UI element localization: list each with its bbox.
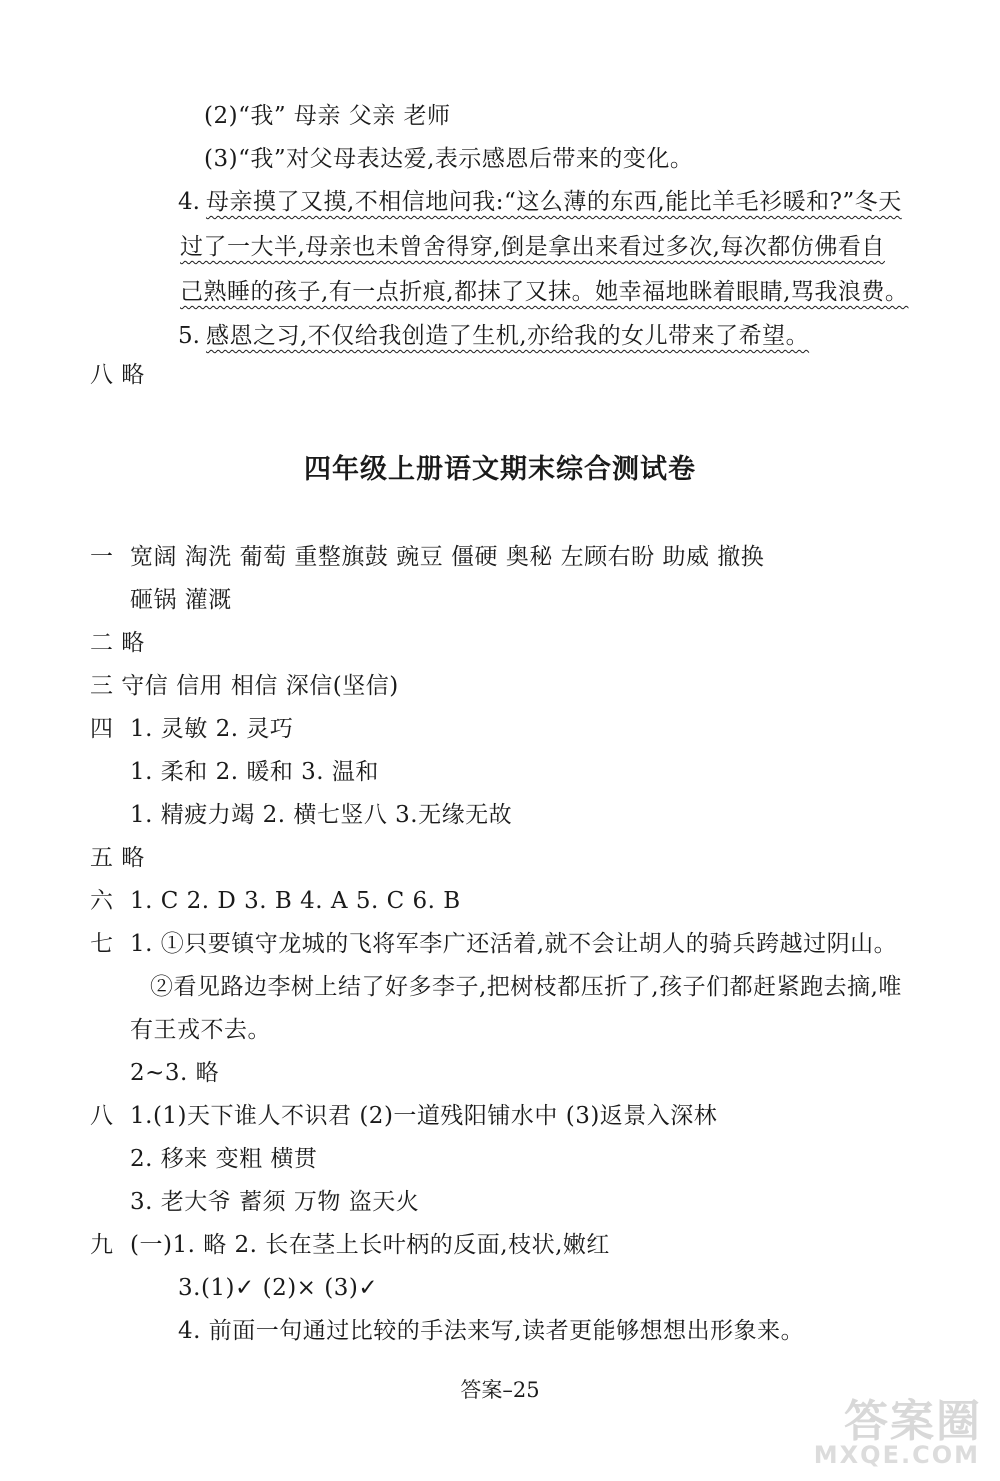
question-number: 4. <box>178 189 200 215</box>
answer-line: 砸锅 灌溉 <box>130 587 232 613</box>
answer-line: 2. 移来 变粗 横贯 <box>130 1146 318 1172</box>
watermark-cn: 答案圈 <box>844 1396 982 1447</box>
answer-line: 1. C 2. D 3. B 4. A 5. C 6. B <box>130 888 461 914</box>
section-label: 一 <box>90 544 113 570</box>
underlined-answer-line: 母亲摸了又摸,不相信地问我:“这么薄的东西,能比羊毛衫暖和?”冬天 <box>206 189 902 215</box>
answer-line: 有王戎不去。 <box>130 1017 271 1043</box>
answer-line: 2~3. 略 <box>130 1060 220 1086</box>
answer-line: 3.(1)✓ (2)× (3)✓ <box>178 1275 379 1301</box>
section-five: 五 略 <box>90 845 145 871</box>
answer-line: 1. 精疲力竭 2. 横七竖八 3.无缘无故 <box>130 802 513 828</box>
prev-answer-line: (3)“我”对父母表达爱,表示感恩后带来的变化。 <box>204 146 694 172</box>
section-eight-prev: 八 略 <box>90 362 145 388</box>
section-label: 四 <box>90 716 113 742</box>
page-number: 答案–25 <box>460 1378 540 1402</box>
answer-line: 1. 柔和 2. 暖和 3. 温和 <box>130 759 379 785</box>
answer-line: 1. 灵敏 2. 灵巧 <box>130 716 294 742</box>
answer-line: 4. 前面一句通过比较的手法来写,读者更能够想想出形象来。 <box>178 1318 805 1344</box>
question-number: 5. <box>178 323 200 349</box>
answer-line: ②看见路边李树上结了好多李子,把树枝都压折了,孩子们都赶紧跑去摘,唯 <box>150 974 902 1000</box>
section-label: 九 <box>90 1232 113 1258</box>
answer-line: 1.(1)天下谁人不识君 (2)一道残阳铺水中 (3)返景入深林 <box>130 1103 718 1129</box>
section-label: 六 <box>90 888 113 914</box>
page-title: 四年级上册语文期末综合测试卷 <box>304 454 696 485</box>
watermark-url: MXQE.COM <box>813 1441 980 1469</box>
section-three: 三 守信 信用 相信 深信(坚信) <box>90 673 399 699</box>
underlined-answer-line: 感恩之习,不仅给我创造了生机,亦给我的女儿带来了希望。 <box>206 323 810 349</box>
answer-line: 宽阔 淘洗 葡萄 重整旗鼓 豌豆 僵硬 奥秘 左顾右盼 助威 撤换 <box>130 544 765 570</box>
section-two: 二 略 <box>90 630 145 656</box>
section-label: 八 <box>90 1103 113 1129</box>
watermark-logo <box>782 1385 982 1475</box>
answer-line: 1. ①只要镇守龙城的飞将军李广还活着,就不会让胡人的骑兵跨越过阴山。 <box>130 931 898 957</box>
answer-line: (一)1. 略 2. 长在茎上长叶柄的反面,枝状,嫩红 <box>130 1232 610 1258</box>
underlined-answer-line: 过了一大半,母亲也未曾舍得穿,倒是拿出来看过多次,每次都仿佛看自 <box>180 234 885 260</box>
section-label: 七 <box>90 931 113 957</box>
underlined-answer-line: 己熟睡的孩子,有一点折痕,都抹了又抹。她幸福地眯着眼睛,骂我浪费。 <box>180 279 909 305</box>
answer-line: 3. 老大爷 蓄须 万物 盗天火 <box>130 1189 420 1215</box>
prev-answer-line: (2)“我” 母亲 父亲 老师 <box>204 103 451 129</box>
